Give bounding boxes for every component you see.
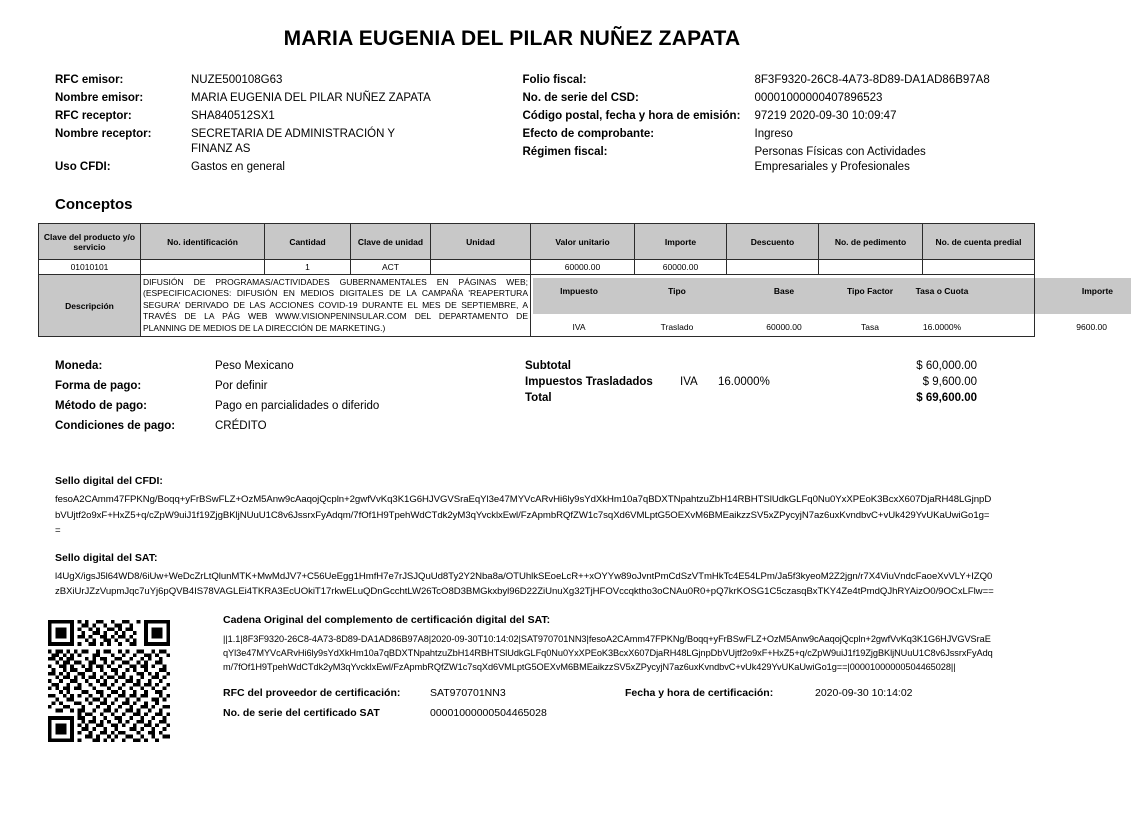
- cadena-value: ||1.1|8F3F9320-26C8-4A73-8D89-DA1AD86B97A8|2020-09-30T10:14:02|SAT970701NN3|fesoA2CAmm47FPKNg/Boqq+yFrBSwFLZ+OzM5Anw9cAaqojQcpln+2gwfVvKq3K1G6HJVGVSraEqYl3e47MYVcARvHi6ly9sYdXkHm10a7qBDXTNpahtzuZbH14RBHTSlUdkGLFq0Nu0YxXPEoK3BcxX607DjaRH48LGjnpDbVUjtf2o9xF+HxZ5+q/cZpW9uiJ1f19ZjgBKljNUuU1C8v6JssrxFyAdqm/7fOf1H9TpehWdCTdk2yM3qYvcklxEwl/FzApmbRQfZW1c7sqXd6VMLptG5OEXvM6BMEaikzzSV5xZPycyjN7az6uxKvndbvC+vUk429YvUKaUwiGo1g==|00001000000504465028||: [223, 633, 993, 672]
- field-label: Régimen fiscal:: [522, 146, 608, 158]
- cell-impuesto-importe: 9600.00: [1076, 321, 1107, 332]
- traslados-rate: 16.0000%: [718, 376, 770, 389]
- sello-sat-value: l4UgX/igsJ5l64WD8/6iUw+WeDcZrLtQlunMTK+MwMdJV7+C56UeEgg1HmfH7e7rJSJQuUd8Ty2Y2Nba8a/OTUhlkSEoeLcR++xOYYw89oJvntPmCdSzVTmHkTc4E54LPm/Ja5f3kyeoM2Z2jgn/r7X4ViuVndcFaoeXvVLY+IZQ0zBXiUrJZzVupmJqc7uYj6pQVB4IS78VAGLEi4TKRA3EcUOkiT17rkwELuQDnGcchtLW26TcO8D3BMGkxbyl96D22ZiUnuXg32TjHFOVccqktho3oCNAu0R0+pQ7krKOSG1C5czasqBxTKY4Ze4tPmdQJhRYAizO0/9OCxLFlw==: [55, 570, 994, 598]
- field-condiciones-pago: [55, 419, 525, 434]
- field-value: SHA840512SX1: [191, 110, 275, 122]
- traslados-tax-name: IVA: [680, 376, 698, 389]
- col-clave-unidad: Clave de unidad: [351, 224, 431, 260]
- field-value: Por definir: [215, 380, 268, 393]
- field-label: Condiciones de pago:: [55, 420, 176, 433]
- serie-certificado-label: No. de serie del certificado SAT: [223, 707, 380, 720]
- table-header-row: [39, 224, 1035, 260]
- field-rfc-receptor: [55, 109, 523, 124]
- field-label: [523, 109, 755, 124]
- field-label: Nombre emisor:: [55, 92, 144, 104]
- field-label: Forma de pago:: [55, 380, 142, 393]
- field-value-line-2: FINANZ AS: [191, 143, 251, 155]
- traslados-amount: $ 9,600.00: [922, 376, 977, 389]
- cell-impuestos-container: [531, 275, 1113, 337]
- cell-no-cuenta-predial: [923, 260, 1035, 275]
- cadena-qr-section: [0, 600, 1024, 742]
- field-value: MARIA EUGENIA DEL PILAR NUÑEZ ZAPATA: [191, 92, 431, 104]
- cell-tipo: Traslado: [660, 321, 694, 332]
- col-unidad: Unidad: [431, 224, 531, 260]
- field-nombre-emisor: [55, 91, 523, 106]
- cell-clave-unidad: ACT: [351, 260, 431, 275]
- total-row-subtotal: [525, 360, 980, 372]
- col-tasa-cuota: Tasa o Cuota: [901, 278, 983, 314]
- invoice-header: [0, 55, 1024, 178]
- conceptos-table-wrapper: [0, 223, 1113, 337]
- impuestos-row: [533, 314, 1131, 334]
- cadena-title: Cadena Original del complemento de certificación digital del SAT:: [223, 613, 551, 626]
- field-nombre-receptor: [55, 127, 523, 157]
- col-tipo-factor: Tipo Factor: [839, 278, 901, 314]
- cell-unidad: [431, 260, 531, 275]
- qr-code-icon: [48, 620, 170, 742]
- total-row-traslados: [525, 376, 980, 388]
- fecha-certificacion-label: Fecha y hora de certificación:: [625, 687, 774, 700]
- field-value-line-1: SECRETARIA DE ADMINISTRACIÓN Y: [191, 128, 396, 140]
- cell-descripcion-text: DIFUSIÓN DE PROGRAMAS/ACTIVIDADES GUBERNAMENTALES EN PÁGINAS WEB; (ESPECIFICACIONES: DIFUSIÓN EN MEDIOS DIGITALES DE LA CAMPAÑA 'REAPERTURA SEGURA' DERIVADO DE LAS ACCIONES COVID-19 DURANTE EL MES DE SEPTIEMBRE, A TRAVÉS DE LA PÁG WEB WWW.VISIONPENINSULAR.COM DEL DEPARTAMENTO DE PLANNING DE MEDIOS DE LA DIRECCIÓN DE MARKETING.): [141, 275, 531, 337]
- sello-sat-title: Sello digital del SAT:: [55, 551, 158, 564]
- header-right-column: [523, 73, 991, 178]
- description-row: [39, 275, 1035, 337]
- subtotal-label: Subtotal: [525, 360, 571, 373]
- conceptos-table-head: [39, 224, 1035, 260]
- field-value: Gastos en general: [191, 161, 285, 173]
- field-value: 97219 2020-09-30 10:09:47: [754, 110, 897, 122]
- cell-no-pedimento: [819, 260, 923, 275]
- col-base: Base: [729, 278, 839, 314]
- conceptos-table-body: [39, 260, 1113, 337]
- cell-clave-producto: 01010101: [39, 260, 141, 275]
- impuestos-table-head: [533, 278, 1131, 314]
- cell-descripcion-label: Descripción: [39, 275, 141, 337]
- header-left-column: [55, 73, 523, 178]
- traslados-detail: [680, 376, 830, 388]
- rfc-proveedor-value: SAT970701NN3: [430, 687, 506, 700]
- subtotal-amount: $ 60,000.00: [916, 360, 977, 373]
- sello-cfdi-value: fesoA2CAmm47FPKNg/Boqq+yFrBSwFLZ+OzM5Anw9cAaqojQcpln+2gwfVvKq3K1G6HJVGVSraEqYl3e47MYVcARvHi6ly9sYdXkHm10a7qBDXTNpahtzuZbH14RBHTSlUdkGLFq0Nu0YxXPEoK3BcxX607DjaRH48LGjnpDbVUjtf2o9xF+HxZ5+q/cZpW9uiJ1f19ZjgBKljNUuU1C8v6JssrxFyAdqm/7fOf1H9TpehWdCTdk2yM3qYvcklxEwl/FzApmbRQfZW1c7sqXd6VMLptG5OEXvM6BMEaikzzSV5xZPycyjN7az6uxKvndbvC+vUk429YvUKaUwiGo1g==: [55, 494, 992, 537]
- total-row-total: [525, 392, 980, 404]
- col-descuento: Descuento: [727, 224, 819, 260]
- field-label: Efecto de comprobante:: [522, 128, 655, 140]
- col-valor-unitario: Valor unitario: [531, 224, 635, 260]
- col-tipo: Tipo: [625, 278, 729, 314]
- field-value: 8F3F9320-26C8-4A73-8D89-DA1AD86B97A8: [754, 74, 990, 86]
- field-value-line-1: Personas Físicas con Actividades: [754, 146, 926, 158]
- cell-importe: 60000.00: [635, 260, 727, 275]
- col-no-cuenta-predial: No. de cuenta predial: [923, 224, 1035, 260]
- col-no-pedimento: No. de pedimento: [819, 224, 923, 260]
- field-label: Uso CFDI:: [55, 161, 111, 173]
- field-efecto-comprobante: [523, 127, 991, 142]
- cadena-column: [218, 614, 995, 728]
- field-value: NUZE500108G63: [191, 74, 283, 86]
- certification-rows: [223, 674, 995, 719]
- cell-impuesto: IVA: [572, 321, 586, 332]
- field-no-serie-csd: [523, 91, 991, 106]
- field-label: RFC receptor:: [55, 110, 132, 122]
- field-value: Pago en parcialidades o diferido: [215, 400, 380, 413]
- field-moneda: [55, 359, 525, 374]
- impuestos-table: [533, 278, 1131, 334]
- field-value: Ingreso: [754, 128, 793, 140]
- serie-certificado-value: 00001000000504465028: [430, 707, 547, 720]
- conceptos-section-title: Conceptos: [55, 196, 133, 213]
- field-folio-fiscal: [523, 73, 991, 88]
- field-forma-pago: [55, 379, 525, 394]
- cell-tipo-factor: Tasa: [861, 321, 879, 332]
- cell-no-identificacion: [141, 260, 265, 275]
- field-uso-cfdi: [55, 160, 523, 175]
- field-label: Nombre receptor:: [55, 128, 152, 140]
- cell-descuento: [727, 260, 819, 275]
- fecha-certificacion-value: 2020-09-30 10:14:02: [815, 687, 913, 700]
- sello-cfdi-title: Sello digital del CFDI:: [55, 475, 163, 488]
- col-impuesto: Impuesto: [533, 278, 625, 314]
- cert-row-rfc-fecha: [223, 687, 995, 699]
- col-importe: Importe: [635, 224, 727, 260]
- field-label-line-1: Código postal, fecha y hora de: [522, 110, 690, 122]
- cell-cantidad: 1: [265, 260, 351, 275]
- cell-valor-unitario: 60000.00: [531, 260, 635, 275]
- sello-sat-block: [0, 539, 1024, 600]
- field-label: Moneda:: [55, 360, 103, 373]
- totals-block: [525, 359, 980, 439]
- field-value: CRÉDITO: [215, 420, 267, 433]
- cell-tasa-cuota: 16.0000%: [922, 321, 962, 332]
- cell-base: 60000.00: [766, 321, 802, 332]
- sello-cfdi-block: [0, 439, 1024, 539]
- rfc-proveedor-label: RFC del proveedor de certificación:: [223, 687, 401, 700]
- field-value-line-2: Empresariales y Profesionales: [754, 161, 910, 173]
- impuestos-table-body: [533, 314, 1131, 334]
- conceptos-table: [38, 223, 1113, 337]
- payment-totals-section: [0, 337, 1024, 439]
- field-value: 00001000000407896523: [754, 92, 883, 104]
- field-metodo-pago: [55, 399, 525, 414]
- traslados-label: Impuestos Trasladados: [525, 376, 653, 389]
- payment-details: [55, 359, 525, 439]
- field-label: Método de pago:: [55, 400, 147, 413]
- field-value: [191, 127, 491, 157]
- qr-column: [48, 614, 218, 742]
- field-rfc-emisor: [55, 73, 523, 88]
- col-clave-producto: Clave del producto y/o servicio: [39, 224, 141, 260]
- field-label: RFC emisor:: [55, 74, 124, 86]
- col-no-identificacion: No. identificación: [141, 224, 265, 260]
- total-amount: $ 69,600.00: [916, 392, 977, 405]
- field-regimen-fiscal: [523, 145, 991, 175]
- impuestos-header-row: [533, 278, 1131, 314]
- field-value: Peso Mexicano: [215, 360, 294, 373]
- cert-row-serie: [223, 707, 995, 719]
- field-label: No. de serie del CSD:: [522, 92, 639, 104]
- page-title: MARIA EUGENIA DEL PILAR NUÑEZ ZAPATA: [283, 27, 741, 50]
- field-label: Folio fiscal:: [522, 74, 587, 86]
- field-label-line-2: emisión:: [693, 110, 741, 122]
- field-codigo-postal-fecha: [523, 109, 991, 124]
- total-label: Total: [525, 392, 552, 405]
- table-row: [39, 260, 1035, 275]
- field-value: [755, 145, 991, 175]
- col-cantidad: Cantidad: [265, 224, 351, 260]
- col-impuesto-importe: Importe: [983, 278, 1131, 314]
